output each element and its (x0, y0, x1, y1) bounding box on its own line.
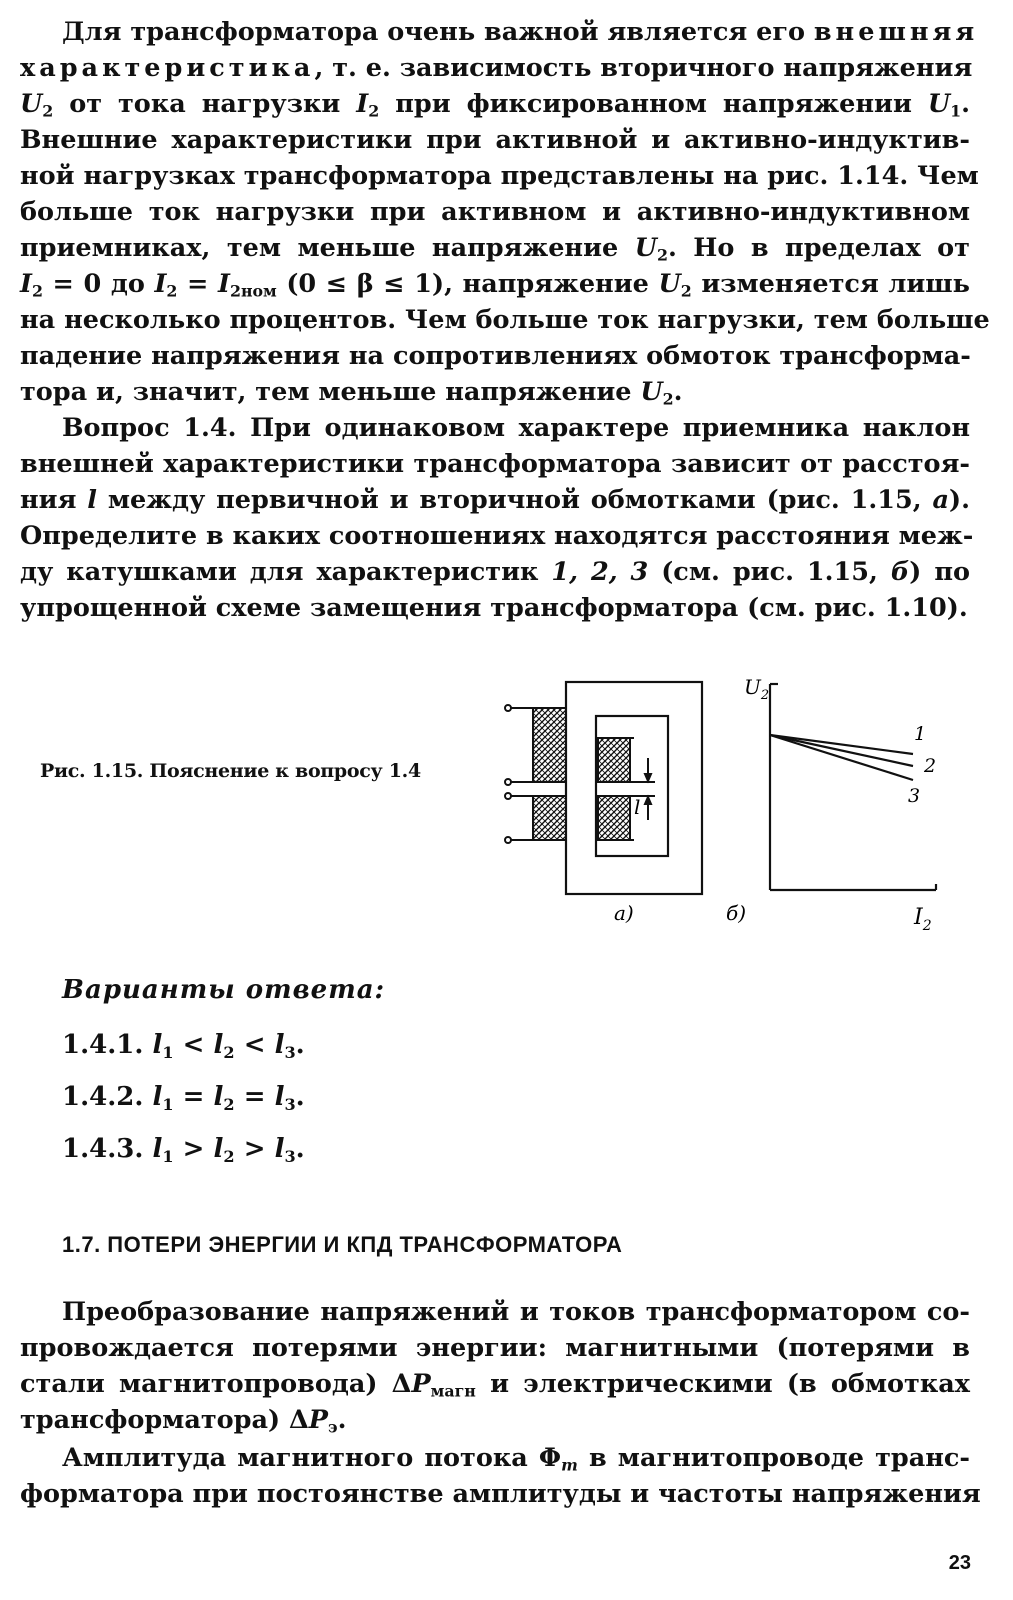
page-number: 23 (948, 1552, 971, 1574)
text-line: ния l между первичной и вторичной обмотками (рис. 1.15, а). (20, 485, 970, 515)
text-line: Преобразование напряжений и токов трансформатором со- (62, 1297, 970, 1327)
paragraph-external-characteristic (20, 14, 990, 410)
text-line: Внешние характеристики при активной и активно-индуктив- (20, 125, 970, 155)
axis-y-label: $U_2$ (744, 675, 770, 703)
figure-label-a: а) (614, 901, 634, 925)
curve-3 (770, 735, 913, 780)
text-line: трансформатора) $\Delta P_э$. (20, 1405, 347, 1437)
primary-winding (505, 705, 566, 843)
answer-option-2[interactable]: 1.4.2. $l_1 = l_2 = l_3$. (62, 1082, 305, 1114)
text-line: больше ток нагрузки при активном и активно-индуктивном (20, 197, 970, 227)
question-label: Вопрос 1.4. (62, 413, 237, 443)
text-line: тора и, значит, тем меньше напряжение $U_2$. (20, 377, 683, 409)
curve-label-3: 3 (908, 785, 921, 807)
paragraph-energy-losses (20, 1294, 970, 1438)
text-line: на несколько процентов. Чем больше ток нагрузки, тем больше (20, 305, 990, 335)
text-line: стали магнитопровода) $\Delta P_{магн}$ и электрическими (в обмотках (20, 1369, 971, 1401)
answer-option-1[interactable]: 1.4.1. $l_1 < l_2 < l_3$. (62, 1030, 305, 1062)
text-line: приемниках, тем меньше напряжение $U_2$. Но в пределах от (20, 233, 970, 265)
secondary-winding (598, 738, 655, 840)
paragraph-magnetic-flux (20, 1440, 981, 1512)
text-line: характеристика, т. е. зависимость вторичного напряжения (20, 53, 973, 83)
answer-options (62, 975, 385, 1175)
transformer-core-diagram (566, 682, 702, 894)
question-1-4 (20, 410, 974, 626)
axis-x-label: $I_2$ (914, 905, 932, 934)
text-line: форматора при постоянстве амплитуды и частоты напряжения (20, 1479, 981, 1509)
characteristic-curves (770, 735, 913, 780)
text-line: падение напряжения на сопротивлениях обмоток трансформа- (20, 341, 971, 371)
text-line: Амплитуда магнитного потока $\Phi_m$ в магнитопроводе транс- (62, 1443, 970, 1475)
text-line: Определите в каких соотношениях находятся расстояния меж- (20, 521, 974, 551)
text-line: Вопрос 1.4. При одинаковом характере приемника наклон (62, 413, 970, 443)
text-line: Для трансформатора очень важной является его внешняя (62, 17, 979, 47)
figure-1-15 (500, 668, 970, 940)
text-line: ной нагрузках трансформатора представлены на рис. 1.14. Чем (20, 161, 979, 191)
text-line: провождается потерями энергии: магнитными (потерями в (20, 1333, 970, 1363)
curve-label-2: 2 (924, 755, 937, 777)
text-line: ду катушками для характеристик 1, 2, 3 (см. рис. 1.15, б) по (20, 557, 970, 587)
curve-label-1: 1 (914, 723, 927, 745)
section-title: 1.7. ПОТЕРИ ЭНЕРГИИ И КПД ТРАНСФОРМАТОРА (62, 1232, 623, 1257)
answer-option-3[interactable]: 1.4.3. $l_1 > l_2 > l_3$. (62, 1134, 305, 1166)
text-line: внешней характеристики трансформатора зависит от расстоя- (20, 449, 970, 479)
text-line: $I_2 = 0$ до $I_2 = I_{2ном}$ (0 ≤ β ≤ 1), напряжение $U_2$ изменяется лишь (20, 269, 970, 301)
text-line: упрощенной схеме замещения трансформатора (см. рис. 1.10). (20, 593, 968, 623)
gap-label: l (634, 795, 641, 819)
figure-caption: Рис. 1.15. Пояснение к вопросу 1.4 (40, 760, 421, 782)
figure-label-b: б) (726, 901, 747, 925)
text-line: $U_2$ от тока нагрузки $I_2$ при фиксированном напряжении $U_1$. (20, 89, 970, 121)
answers-heading: Варианты ответа: (62, 975, 386, 1005)
